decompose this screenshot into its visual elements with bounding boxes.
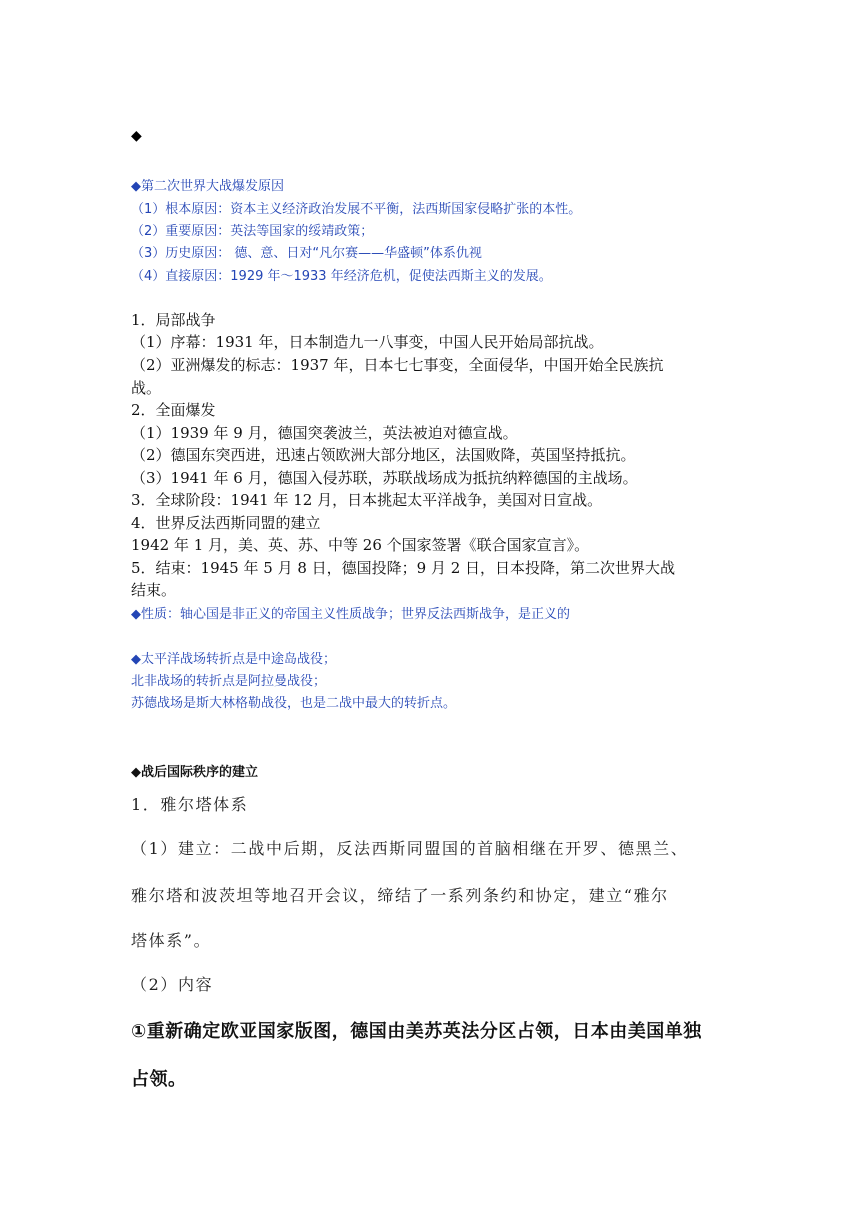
war-line: （1）序幕：1931 年，日本制造九一八事变，中国人民开始局部抗战。 bbox=[131, 333, 604, 351]
cause-item: （4）直接原因：1929 年～1933 年经济危机，促使法西斯主义的发展。 bbox=[131, 269, 552, 284]
war-line: （1）1939 年 9 月，德国突袭波兰，英法被迫对德宣战。 bbox=[131, 424, 518, 442]
diamond-bullet-icon: ◆ bbox=[131, 128, 142, 144]
war-line: 2．全面爆发 bbox=[131, 401, 216, 419]
war-line: 1942 年 1 月，美、英、苏、中等 26 个国家签署《联合国家宣言》。 bbox=[131, 536, 590, 554]
turning-point-line: ◆太平洋战场转折点是中途岛战役； bbox=[131, 652, 336, 667]
postwar-heading: ◆战后国际秩序的建立 bbox=[131, 765, 258, 780]
war-line: 结束。 bbox=[131, 581, 177, 599]
war-line: 1．局部战争 bbox=[131, 311, 216, 329]
war-line: （3）1941 年 6 月，德国入侵苏联，苏联战场成为抵抗纳粹德国的主战场。 bbox=[131, 469, 638, 487]
establish-line: （1）建立：二战中后期，反法西斯同盟国的首脑相继在开罗、德黑兰、 bbox=[131, 839, 689, 858]
cause-item: （1）根本原因：资本主义经济政治发展不平衡，法西斯国家侵略扩张的本性。 bbox=[131, 202, 582, 217]
war-line: 战。 bbox=[131, 379, 162, 397]
cause-item: （3）历史原因： 德、意、日对“凡尔赛——华盛顿”体系仇视 bbox=[131, 246, 482, 261]
content-label: （2）内容 bbox=[131, 975, 214, 994]
war-line: 4．世界反法西斯同盟的建立 bbox=[131, 514, 321, 532]
war-line: （2）亚洲爆发的标志：1937 年，日本七七事变，全面侵华，中国开始全民族抗 bbox=[131, 356, 664, 374]
establish-line: 雅尔塔和波茨坦等地召开会议，缔结了一系列条约和协定，建立“雅尔 bbox=[131, 886, 669, 905]
cause-heading: ◆第二次世界大战爆发原因 bbox=[131, 179, 284, 194]
content-item-line: ①重新确定欧亚国家版图，德国由美苏英法分区占领，日本由美国单独 bbox=[131, 1021, 702, 1042]
turning-point-line: 北非战场的转折点是阿拉曼战役； bbox=[131, 674, 327, 689]
turning-point-line: 苏德战场是斯大林格勒战役，也是二战中最大的转折点。 bbox=[131, 696, 457, 711]
war-nature: ◆性质：轴心国是非正义的帝国主义性质战争；世界反法西斯战争，是正义的 bbox=[131, 607, 570, 622]
content-item-line: 占领。 bbox=[131, 1069, 187, 1090]
war-line: （2）德国东突西进，迅速占领欧洲大部分地区，法国败降，英国坚持抵抗。 bbox=[131, 446, 636, 464]
yalta-system-title: 1．雅尔塔体系 bbox=[131, 795, 249, 814]
war-line: 5．结束：1945 年 5 月 8 日，德国投降；9 月 2 日，日本投降，第二次世界大战 bbox=[131, 559, 676, 577]
war-line: 3．全球阶段：1941 年 12 月，日本挑起太平洋战争，美国对日宣战。 bbox=[131, 491, 603, 509]
cause-item: （2）重要原因：英法等国家的绥靖政策； bbox=[131, 224, 374, 239]
establish-line: 塔体系”。 bbox=[131, 931, 212, 950]
